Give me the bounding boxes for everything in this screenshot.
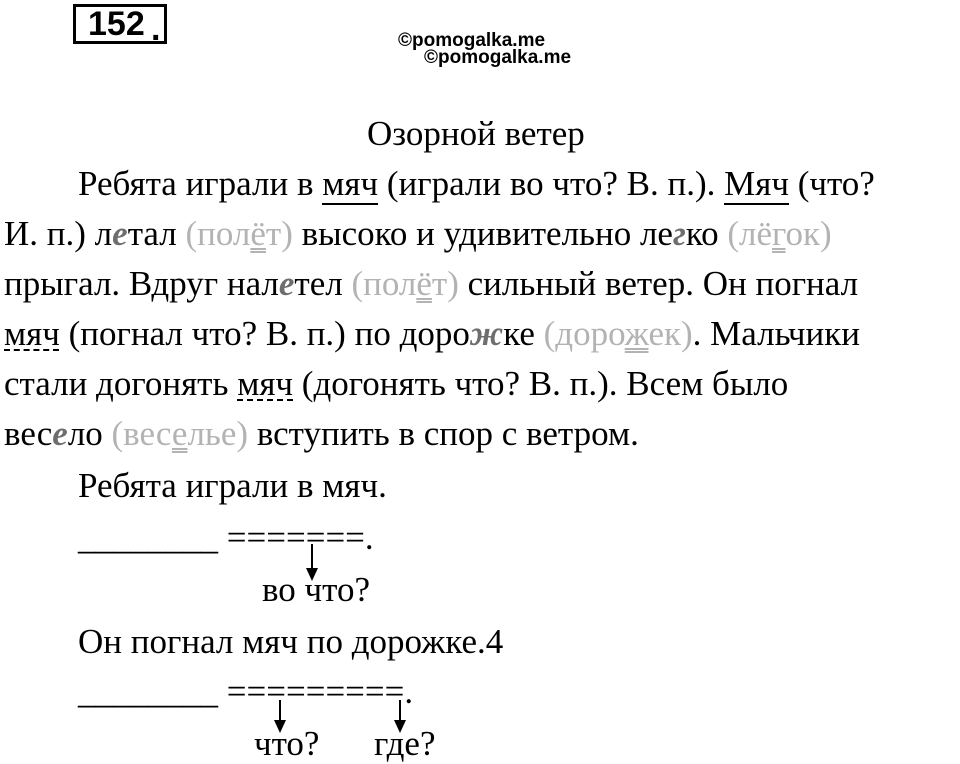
hint-letter: ё [250,214,266,253]
text-span: ло [67,414,112,453]
text-title: Озорной ветер [367,114,585,153]
hint-part: ок) [785,214,832,253]
text-span: высоко и удивительно ле [292,214,673,253]
text-span: вес [4,414,53,453]
text-span: сильный ветер. Он погнал [458,264,859,303]
hint-part: ек) [648,314,693,353]
text-span: прыгал. Вдруг нал [4,264,279,303]
text-span: ко [685,214,728,253]
text-span: стали догонять [4,364,238,403]
analysis-scheme-1: ________ =======. [78,518,374,557]
hint-letter: ж [624,314,649,353]
orthogram-letter: е [112,214,128,253]
text-span: тал [127,214,186,253]
check-word-veselye [112,414,249,453]
watermark-2: ©pomogalka.me [424,47,572,68]
object-myach-2: мяч [4,314,60,353]
hint-part: (вес [111,414,172,453]
orthogram-letter: е [278,264,295,303]
hint-letter: е [171,414,188,453]
hint-letter: г [772,214,786,253]
watermark-1: ©pomogalka.me [398,30,546,51]
hint-part: (пол [351,264,417,303]
hint-part: (лё [727,214,773,253]
text-span: И. п.) л [4,214,113,253]
text-span: (погнал что? В. п.) по доро [59,314,470,353]
hint-part: т) [431,264,459,303]
check-word-dorozhek [544,314,693,353]
text-span: тел [294,264,352,303]
analysis-scheme-2: ________ =========. [78,672,414,711]
hint-part: (доро [543,314,625,353]
hint-part: (пол [185,214,251,253]
analysis-question-2a: что? [254,724,320,763]
text-span: . Мальчики [692,314,860,353]
text-span: (что? [788,164,875,203]
paragraph-line-5 [4,364,788,404]
orthogram-letter: г [672,214,686,253]
analysis-question-2b: где? [374,724,436,763]
paragraph-line-1 [78,164,875,204]
object-myach-3: мяч [237,364,294,403]
hint-letter: ё [416,264,432,303]
hint-part: т) [265,214,293,253]
object-myach-1: мяч [322,164,379,203]
analysis-question-1: во что? [262,570,371,609]
check-word-polyot [351,264,458,303]
paragraph-line-6 [4,414,639,454]
hint-part: лье) [187,414,249,453]
text-span: ке [503,314,544,353]
analysis-sentence-1: Ребята играли в мяч. [78,466,387,505]
paragraph-line-4 [4,314,860,354]
check-word-lyogok [727,214,831,253]
paragraph-line-3 [4,264,858,304]
text-span: (играли во что? В. п.). [378,164,725,203]
text-span: Ребята играли в [78,164,323,203]
text-span: вступить в спор с ветром. [248,414,639,453]
exercise-number-dot: . [151,10,161,48]
text-span: (догонять что? В. п.). Всем было [293,364,789,403]
paragraph-line-2 [4,214,832,254]
orthogram-letter: ж [469,314,504,353]
check-word-polyot [185,214,292,253]
analysis-sentence-2: Он погнал мяч по дорожке.4 [78,622,504,661]
orthogram-letter: е [52,414,68,453]
subject-myach: Мяч [724,164,789,203]
exercise-number: 152 [73,4,167,44]
